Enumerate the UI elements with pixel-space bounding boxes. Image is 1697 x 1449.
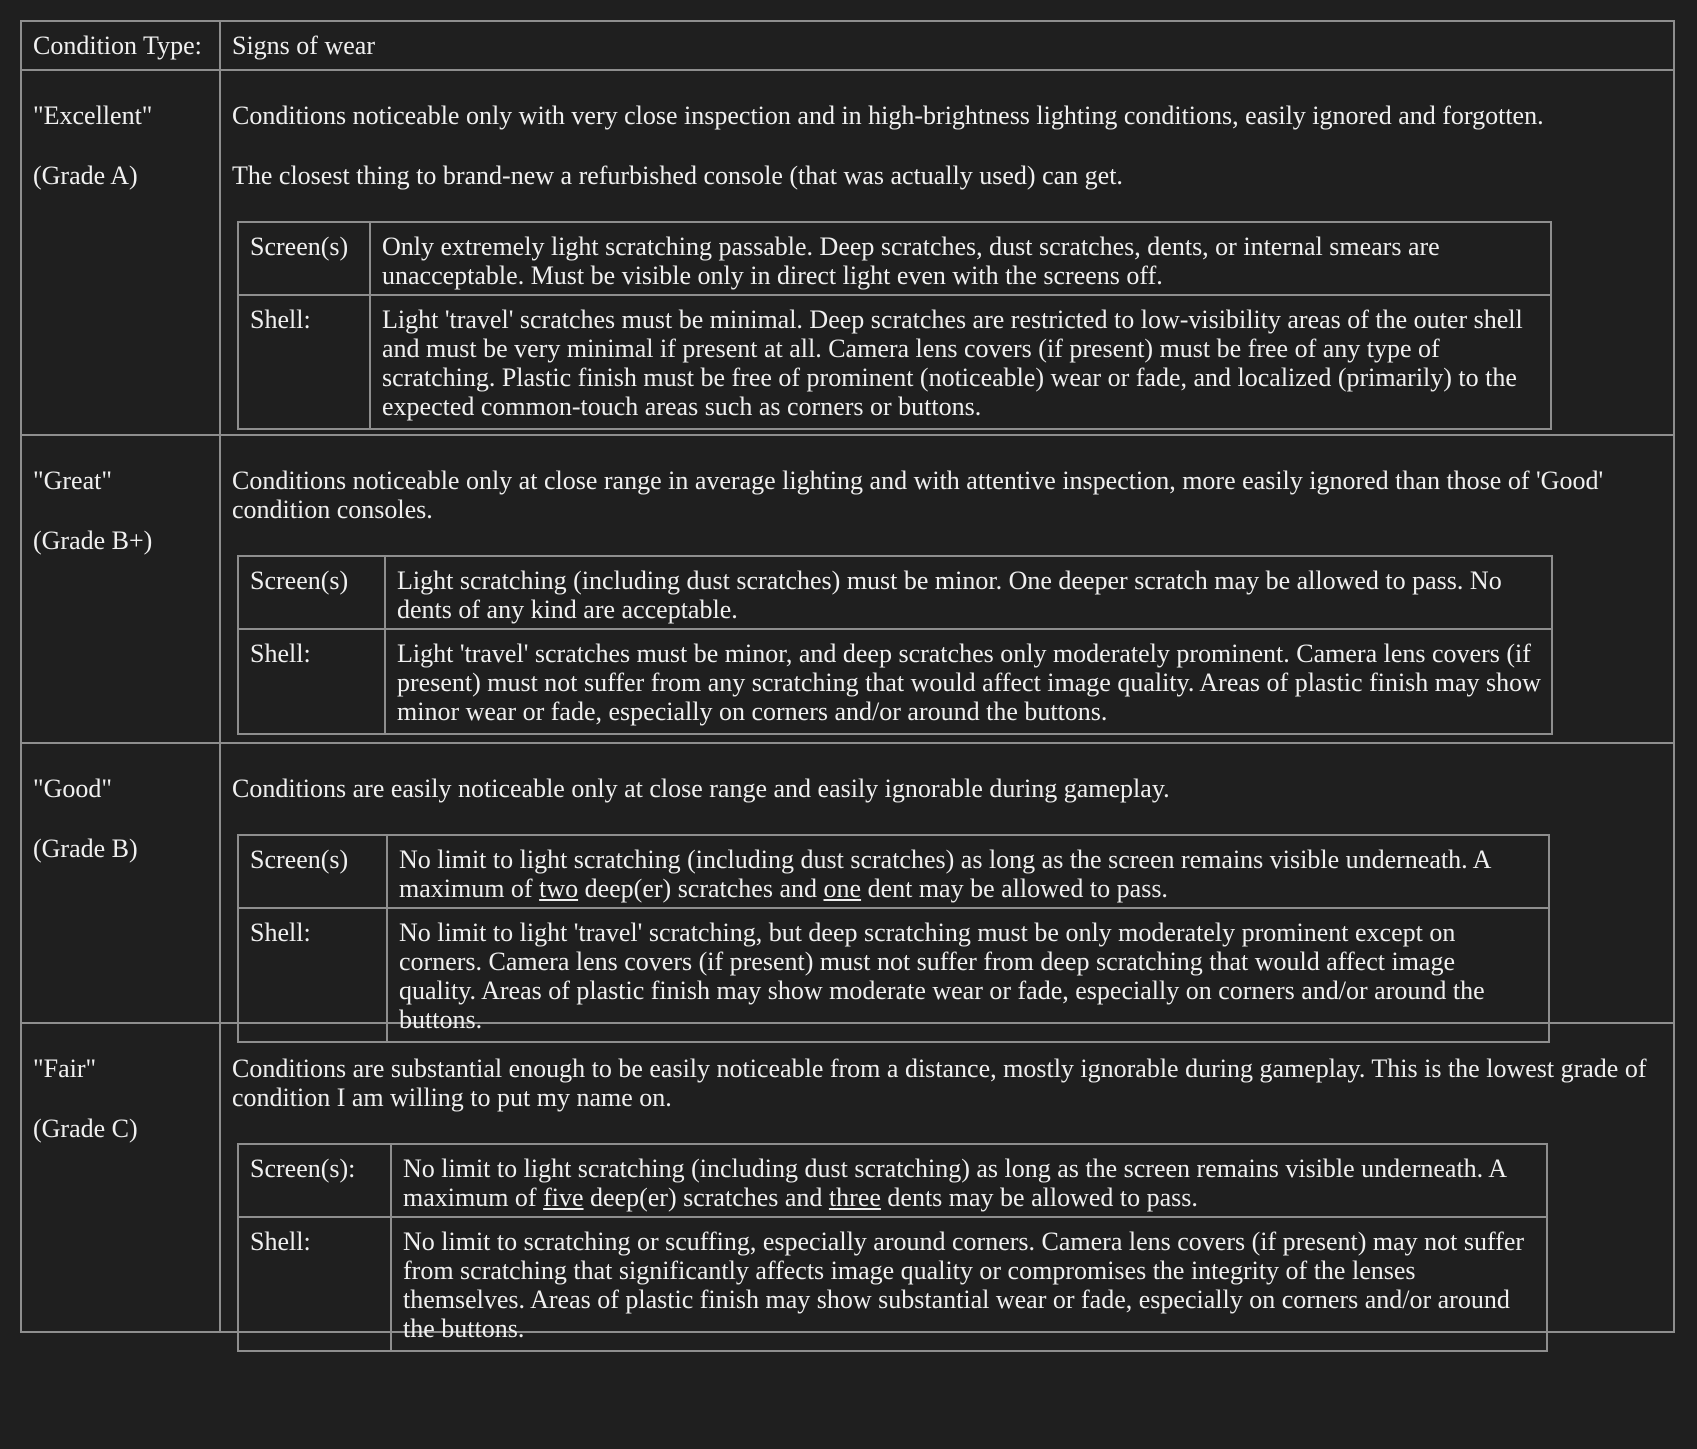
header-condition-type: Condition Type: — [22, 22, 221, 69]
description-line: Conditions noticeable only with very close inspection and in high-brightness lighting conditions, easily ignored and forgotten. — [232, 101, 1544, 130]
criteria-table — [237, 834, 1550, 1043]
criteria-text-part: deep(er) scratches and — [578, 874, 824, 903]
grade-code: (Grade C) — [33, 1114, 138, 1143]
grade-name: "Great" — [33, 466, 112, 495]
criteria-text-part: dents may be allowed to pass. — [880, 1183, 1198, 1212]
criteria-text-part: dent may be allowed to pass. — [861, 874, 1168, 903]
criteria-text — [388, 836, 1548, 907]
criteria-row-shell — [239, 296, 1550, 428]
grade-detail-cell — [221, 744, 1673, 1034]
description-line: Conditions are substantial enough to be easily noticeable from a distance, mostly ignorable during gameplay. This is the lowest grade of condition I am willing to put my name on. — [232, 1054, 1647, 1112]
criteria-table — [237, 1143, 1548, 1352]
grade-description — [232, 101, 1663, 190]
grade-row-great — [22, 436, 1673, 744]
criteria-label: Shell: — [239, 909, 388, 1041]
grade-description — [232, 774, 1663, 803]
criteria-text: No limit to scratching or scuffing, especially around corners. Camera lens covers (if present) may not suffer from scratching that significantly affects image quality or compromises the integrity of the lenses themselves. Areas of plastic finish may show substantial wear or fade, especially on corners and/or around the buttons. — [403, 1227, 1525, 1343]
criteria-label: Screen(s) — [239, 223, 371, 294]
grade-label-cell — [22, 744, 221, 1022]
criteria-text-part: No limit to light scratching (including dust scratches) as long as the screen remains visible underneath. A maximum of — [399, 845, 1491, 903]
underlined-count: one — [823, 874, 862, 903]
grade-label-cell — [22, 71, 221, 434]
grade-detail-cell — [221, 436, 1673, 742]
criteria-text: Only extremely light scratching passable. Deep scratches, dust scratches, dents, or internal smears are unacceptable. Must be visible only in direct light even with the screens off. — [382, 232, 1440, 290]
criteria-text: Light scratching (including dust scratches) must be minor. One deeper scratch may be allowed to pass. No dents of any kind are acceptable. — [397, 566, 1502, 624]
criteria-label: Screen(s) — [239, 836, 388, 907]
criteria-text: Light 'travel' scratches must be minor, and deep scratches only moderately prominent. Camera lens covers (if present) must not suffer from any scratching that would affect image quality. Areas of plastic finish may show minor wear or fade, especially on corners and/or around the buttons. — [397, 639, 1541, 726]
grade-row-excellent — [22, 71, 1673, 436]
grade-code: (Grade B) — [33, 834, 138, 863]
criteria-label: Shell: — [239, 1218, 392, 1350]
criteria-text: Light 'travel' scratches must be minimal. Deep scratches are restricted to low-visibility areas of the outer shell and must be very minimal if present at all. Camera lens covers (if present) must be free of any type of scratching. Plastic finish must be free of prominent (noticeable) wear or fade, and localized (primarily) to the expected common-touch areas such as corners or buttons. — [382, 305, 1523, 421]
underlined-count: two — [539, 874, 579, 903]
criteria-row-shell — [239, 630, 1551, 733]
criteria-row-shell — [239, 909, 1548, 1041]
underlined-count: five — [543, 1183, 584, 1212]
criteria-row-screen — [239, 557, 1551, 630]
grade-name: "Good" — [33, 774, 113, 803]
grade-detail-cell — [221, 71, 1673, 434]
grade-label-cell — [22, 436, 221, 742]
grade-code: (Grade B+) — [33, 526, 153, 555]
grade-row-good — [22, 744, 1673, 1034]
grade-label-cell — [22, 1024, 221, 1331]
criteria-row-screen — [239, 223, 1550, 296]
header-signs-of-wear: Signs of wear — [232, 31, 375, 60]
criteria-text — [392, 1145, 1546, 1216]
criteria-text-part: No limit to light scratching (including dust scratching) as long as the screen remains visible underneath. A maximum of — [403, 1154, 1506, 1212]
table-header-row — [22, 22, 1673, 71]
criteria-row-screen — [239, 836, 1548, 909]
condition-table — [20, 20, 1675, 1343]
grade-name: "Excellent" — [33, 101, 153, 130]
criteria-table — [237, 555, 1553, 735]
criteria-label: Screen(s): — [239, 1145, 392, 1216]
grade-description — [232, 1054, 1663, 1112]
grade-name: "Fair" — [33, 1054, 97, 1083]
criteria-row-screen — [239, 1145, 1546, 1218]
criteria-row-shell — [239, 1218, 1546, 1350]
description-line: Conditions are easily noticeable only at close range and easily ignorable during gameplay. — [232, 774, 1170, 803]
grade-detail-cell — [221, 1024, 1673, 1343]
grade-row-fair — [22, 1024, 1673, 1343]
grade-description — [232, 466, 1663, 524]
criteria-label: Screen(s) — [239, 557, 386, 628]
underlined-count: three — [828, 1183, 881, 1212]
criteria-label: Shell: — [239, 296, 371, 428]
description-line: The closest thing to brand-new a refurbished console (that was actually used) can get. — [232, 161, 1123, 190]
criteria-text: No limit to light 'travel' scratching, but deep scratching must be only moderately prominent except on corners. Camera lens covers (if present) must not suffer from deep scratching that would affect image quality. Areas of plastic finish may show moderate wear or fade, especially on corners and/or around the buttons. — [399, 918, 1485, 1034]
criteria-text-part: deep(er) scratches and — [583, 1183, 829, 1212]
grade-code: (Grade A) — [33, 161, 138, 190]
description-line: Conditions noticeable only at close range in average lighting and with attentive inspection, more easily ignored than those of 'Good' condition consoles. — [232, 466, 1604, 524]
criteria-table — [237, 221, 1552, 430]
criteria-label: Shell: — [239, 630, 386, 733]
